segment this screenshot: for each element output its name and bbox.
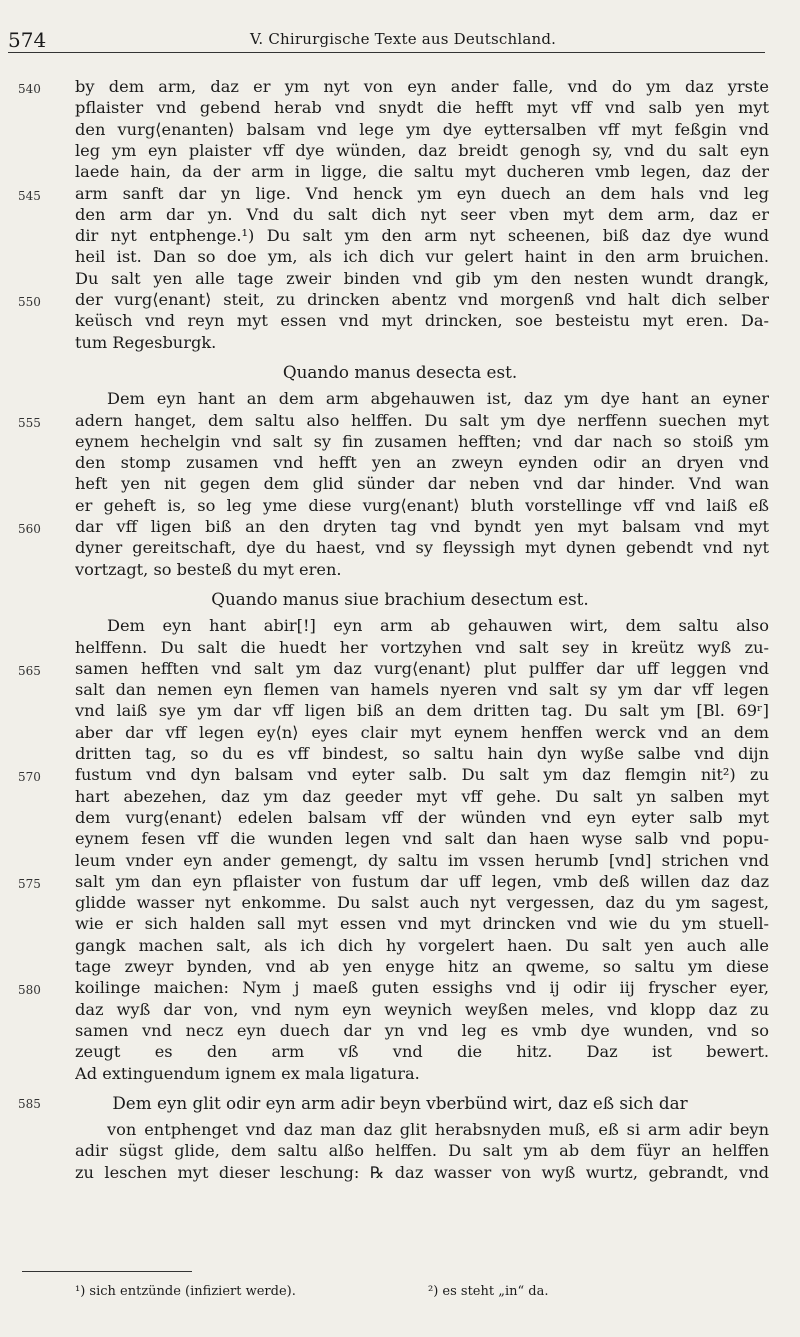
text-line: dyner gereitschaft, dye du haest, vnd sy fleyssigh myt dynen gebendt vnd nyt	[75, 538, 769, 558]
text-line: daz wyß dar von, vnd nym eyn weynich weyßen meles, vnd klopp daz zu	[75, 999, 769, 1019]
footnote-2: ²) es steht „in“ da.	[428, 1284, 549, 1299]
text-line: pflaister vnd gebend herab vnd snydt die hefft myt vff vnd salb yen myt	[75, 98, 769, 118]
text-line: zeugt es den arm vß vnd die hitz. Daz ist bewert.	[75, 1042, 769, 1062]
text-line: wie er sich halden sall myt essen vnd myt drincken vnd wie du ym stuell-	[75, 914, 769, 934]
text-line: samen hefften vnd salt ym daz vurg⟨enant⟩ plut pulffer dar uff leggen vnd	[75, 658, 769, 678]
text-line: Du salt yen alle tage zweir binden vnd gib ym den nesten wundt drangk,	[75, 268, 769, 288]
text-line: heft yen nit gegen dem glid sünder dar neben vnd dar hinder. Vnd wan	[75, 474, 769, 494]
text-line: leum vnder eyn ander gemengt, dy saltu im vssen herumb [vnd] strichen vnd	[75, 850, 769, 870]
text-line: gangk machen salt, als ich dich hy vorgelert haen. Du salt yen auch alle	[75, 935, 769, 955]
text-line: tum Regesburgk.	[75, 332, 217, 352]
text-line: laede hain, da der arm in ligge, die saltu myt ducheren vmb legen, daz der	[75, 162, 769, 182]
line-number: 565	[18, 663, 41, 678]
line-number: 580	[18, 983, 41, 998]
text-line: salt dan nemen eyn flemen van hamels nyeren vnd salt sy ym dar vff legen	[75, 680, 769, 700]
page-header	[8, 22, 765, 52]
text-line: dar vff ligen biß an den dryten tag vnd byndt yen myt balsam vnd myt	[75, 517, 769, 536]
line-number: 550	[18, 295, 41, 309]
text-line: Dem eyn hant an dem arm abgehauwen ist, daz ym dye hant an eyner	[107, 389, 769, 409]
text-line: by dem arm, daz er ym nyt von eyn ander falle, vnd do ym daz yrste	[75, 77, 769, 96]
footnote-1: ¹) sich entzünde (infiziert werde).	[75, 1284, 296, 1299]
text-line: den stomp zusamen vnd hefft yen an zweyn eynden odir an dryen vnd	[75, 453, 769, 473]
line-number: 570	[18, 770, 41, 785]
text-line: eynem hechelgin vnd salt sy fin zusamen hefften; vnd dar nach so stoiß ym	[75, 431, 769, 451]
text-line: vortzagt, so besteß du myt eren.	[75, 559, 342, 579]
text-line: arm sanft dar yn lige. Vnd henck ym eyn duech an dem hals vnd leg	[75, 183, 769, 203]
section-heading: Dem eyn glit odir eyn arm adir beyn vberbünd wirt, daz eß sich dar	[112, 1092, 688, 1113]
section-heading: Quando manus desecta est.	[282, 361, 518, 382]
text-line: den arm dar yn. Vnd du salt dich nyt seer vben myt dem arm, daz er	[75, 204, 769, 224]
text-line: helffenn. Du salt die huedt her vortzyhen vnd salt sey in kreütz wyß zu-	[75, 637, 769, 657]
line-number: 575	[18, 876, 41, 891]
text-line: aber dar vff legen ey⟨n⟩ eyes clair myt eynem henffen werck vnd an dem	[75, 722, 769, 742]
text-line: samen vnd necz eyn duech dar yn vnd leg es vmb dye wunden, vnd so	[75, 1020, 769, 1040]
text-line: vnd laiß sye ym dar vff ligen biß an dem dritten tag. Du salt ym [Bl. 69ʳ]	[75, 701, 769, 721]
text-line: der vurg⟨enant⟩ steit, zu drincken abentz vnd morgenß vnd halt dich selber	[75, 290, 769, 309]
line-number: 540	[18, 82, 41, 96]
line-number: 545	[18, 188, 41, 203]
text-line: den vurg⟨enanten⟩ balsam vnd lege ym dye eyttersalben vff myt feßgin vnd	[75, 119, 769, 139]
text-line: keüsch vnd reyn myt essen vnd myt drincken, soe besteistu myt eren. Da-	[75, 311, 769, 331]
text-line: glidde wasser nyt enkomme. Du salst auch nyt vergessen, daz du ym sagest,	[75, 893, 769, 913]
text-line: eynem fesen vff die wunden legen vnd salt dan haen wyse salb vnd popu-	[75, 829, 769, 849]
line-number: 560	[18, 522, 41, 536]
footnote-rule	[22, 1271, 192, 1272]
text-line: hart abezehen, daz ym daz geeder myt vff gehe. Du salt yn salben myt	[75, 786, 769, 806]
text-line: dir nyt entphenge.¹) Du salt ym den arm nyt scheenen, biß daz dye wund	[75, 226, 769, 246]
line-number: 555	[18, 415, 41, 430]
text-line: zu leschen myt dieser leschung: ℞ daz wasser von wyß wurtz, gebrandt, vnd	[75, 1162, 769, 1182]
text-line: adir sügst glide, dem saltu alßo helffen. Du salt ym ab dem füyr an helffen	[75, 1141, 769, 1161]
text-line: Dem eyn hant abir[!] eyn arm ab gehauwen wirt, dem saltu also	[107, 616, 769, 636]
text-line: salt ym dan eyn pflaister von fustum dar uff legen, vmb deß willen daz daz	[75, 871, 769, 891]
text-line: Ad extinguendum ignem ex mala ligatura.	[75, 1063, 420, 1083]
text-line: koilinge maichen: Nym j maeß guten essighs vnd ij odir iij fryscher eyer,	[75, 978, 769, 998]
text-line: tage zweyr bynden, vnd ab yen enyge hitz an qweme, so saltu ym diese	[75, 957, 769, 976]
text-line: fustum vnd dyn balsam vnd eyter salb. Du salt ym daz flemgin nit²) zu	[75, 765, 769, 785]
header-rule	[8, 52, 765, 53]
text-line: er geheft is, so leg yme diese vurg⟨enant⟩ bluth vorstellinge vff vnd laiß eß	[75, 495, 769, 515]
page-number: 574	[8, 28, 47, 52]
text-line: von entphenget vnd daz man daz glit herabsnyden muß, eß si arm adir beyn	[107, 1120, 769, 1140]
text-line: leg ym eyn plaister vff dye wünden, daz breidt genogh sy, vnd du salt eyn	[75, 140, 769, 160]
text-line: dritten tag, so du es vff bindest, so saltu hain dyn wyße salbe vnd dijn	[75, 744, 769, 763]
text-line: adern hanget, dem saltu also helffen. Du salt ym dye nerffenn suechen myt	[75, 410, 769, 430]
line-number: 585	[18, 1096, 41, 1111]
text-line: dem vurg⟨enant⟩ edelen balsam vff der wünden vnd eyn eyter salb myt	[75, 807, 769, 827]
section-heading: Quando manus siue brachium desectum est.	[211, 588, 589, 609]
text-line: heil ist. Dan so doe ym, als ich dich vur gelert haint in den arm bruichen.	[75, 247, 769, 267]
running-head: V. Chirurgische Texte aus Deutschland.	[250, 30, 557, 48]
